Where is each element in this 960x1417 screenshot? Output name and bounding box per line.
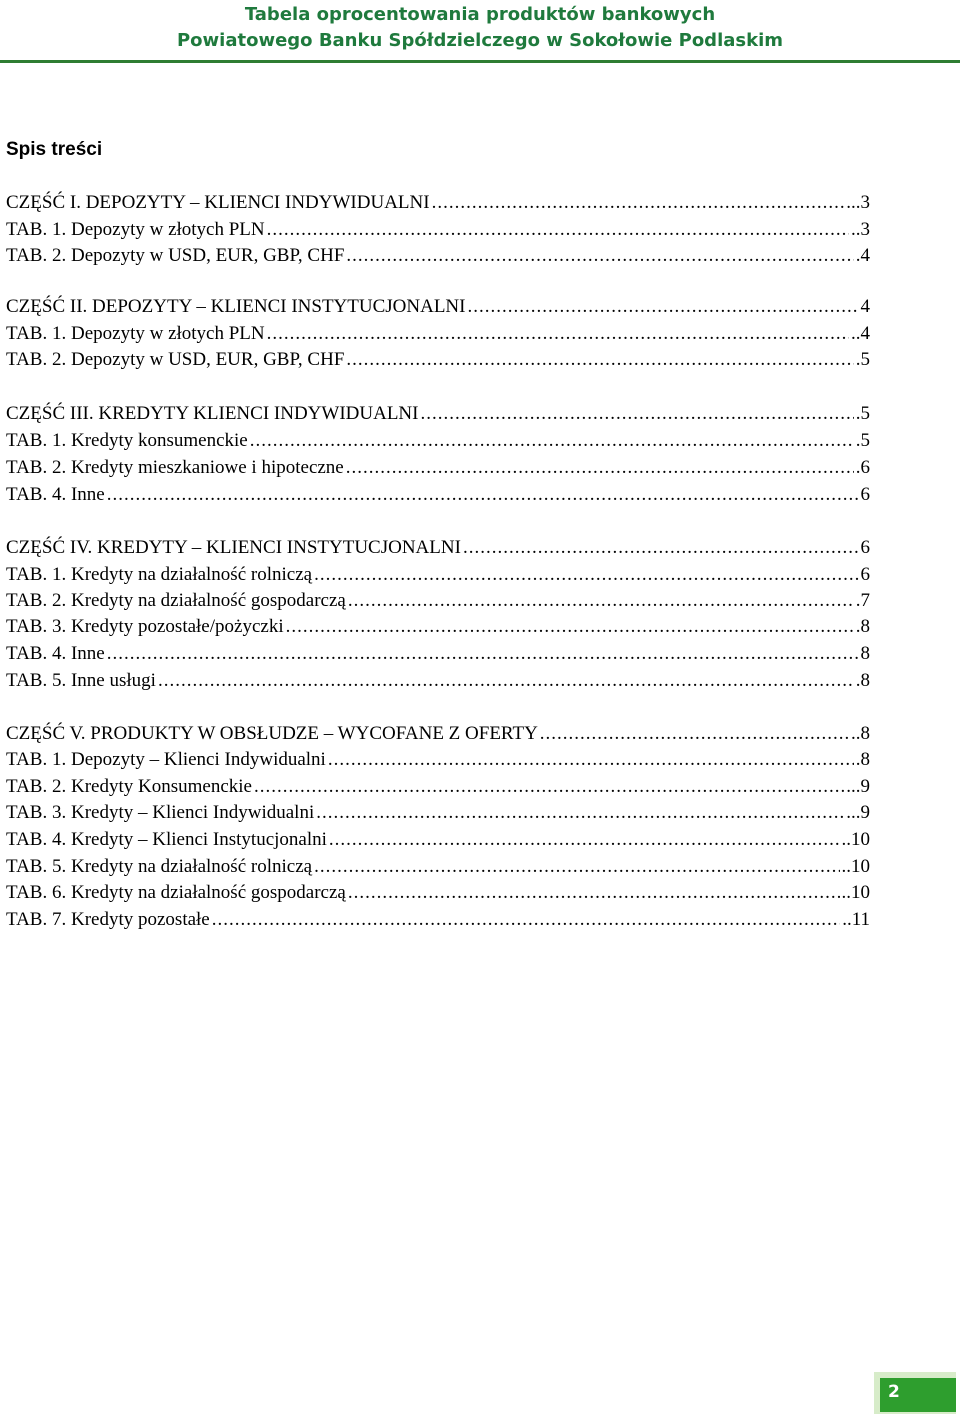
toc-entry-page: ..10 xyxy=(841,829,870,850)
toc-entry[interactable] xyxy=(6,829,870,851)
toc-entry-label: TAB. 3. Kredyty – Klienci Indywidualni xyxy=(6,802,315,823)
page-number-badge xyxy=(874,1372,956,1414)
toc-entry-page: 8 xyxy=(860,643,870,664)
toc-entry-label: CZĘŚĆ I. DEPOZYTY – KLIENCI INDYWIDUALNI xyxy=(6,192,430,213)
toc-leader xyxy=(348,590,854,612)
toc-entry-label: TAB. 4. Inne xyxy=(6,643,105,664)
toc-entry[interactable] xyxy=(6,776,870,798)
toc-entry[interactable] xyxy=(6,590,870,612)
toc-entry[interactable] xyxy=(6,882,870,904)
toc-entry[interactable] xyxy=(6,430,870,452)
toc-entry-page: .8 xyxy=(855,670,870,691)
toc-entry-page: ..10 xyxy=(841,856,870,877)
toc-entry[interactable] xyxy=(6,670,870,692)
toc-leader xyxy=(463,537,859,559)
toc-leader xyxy=(267,219,849,241)
toc-entry-page: ..3 xyxy=(851,219,870,240)
toc-entry-page: ...3 xyxy=(846,192,870,213)
toc-leader xyxy=(346,245,853,267)
toc-leader xyxy=(212,909,840,931)
toc-entry[interactable] xyxy=(6,749,870,771)
toc-leader xyxy=(348,882,840,904)
toc-leader xyxy=(107,484,859,506)
toc-entry-label: TAB. 2. Kredyty na działalność gospodarczą xyxy=(6,590,346,611)
toc-entry[interactable] xyxy=(6,537,870,559)
toc-title: Spis treści xyxy=(6,139,103,160)
toc-entry-page: ..11 xyxy=(842,909,870,930)
toc-entry-label: TAB. 5. Inne usługi xyxy=(6,670,156,691)
toc-entry[interactable] xyxy=(6,723,870,745)
toc-leader xyxy=(540,723,849,745)
toc-entry-label: TAB. 1. Depozyty w złotych PLN xyxy=(6,219,265,240)
toc-entry-label: TAB. 3. Kredyty pozostałe/pożyczki xyxy=(6,616,284,637)
toc-leader xyxy=(314,856,839,878)
toc-entry-label: TAB. 1. Kredyty na działalność rolniczą xyxy=(6,564,313,585)
toc-entry-page: .5 xyxy=(855,403,870,424)
toc-leader xyxy=(346,349,853,371)
toc-entry-page: .8 xyxy=(855,749,870,770)
toc-entry-label: TAB. 2. Kredyty mieszkaniowe i hipoteczne xyxy=(6,457,344,478)
toc-entry[interactable] xyxy=(6,403,870,425)
toc-leader xyxy=(316,802,844,824)
toc-entry-label: CZĘŚĆ V. PRODUKTY W OBSŁUDZE – WYCOFANE Z OFERTY xyxy=(6,723,538,744)
toc-entry-label: TAB. 7. Kredyty pozostałe xyxy=(6,909,210,930)
toc-entry-page: .6 xyxy=(855,457,870,478)
toc-leader xyxy=(420,403,853,425)
toc-entry-label: TAB. 4. Kredyty – Klienci Instytucjonalni xyxy=(6,829,327,850)
toc-leader xyxy=(158,670,854,692)
toc-entry-label: TAB. 1. Depozyty w złotych PLN xyxy=(6,323,265,344)
toc-entry-label: TAB. 6. Kredyty na działalność gospodarczą xyxy=(6,882,346,903)
toc-entry-label: TAB. 1. Kredyty konsumenckie xyxy=(6,430,248,451)
toc-entry[interactable] xyxy=(6,192,870,214)
toc-entry[interactable] xyxy=(6,219,870,241)
toc-entry-page: .4 xyxy=(855,245,870,266)
page-number: 2 xyxy=(888,1382,900,1402)
toc-entry-label: TAB. 4. Inne xyxy=(6,484,105,505)
toc-leader xyxy=(314,564,858,586)
toc-leader xyxy=(432,192,845,214)
toc-entry-page: ...9 xyxy=(846,802,870,823)
toc-entry[interactable] xyxy=(6,564,870,586)
toc-leader xyxy=(267,323,849,345)
toc-leader xyxy=(329,829,840,851)
toc-leader xyxy=(254,776,844,798)
toc-leader xyxy=(107,643,859,665)
toc-entry[interactable] xyxy=(6,349,870,371)
header-divider xyxy=(0,60,960,63)
toc-entry-label: TAB. 2. Depozyty w USD, EUR, GBP, CHF xyxy=(6,349,345,370)
toc-entry[interactable] xyxy=(6,457,870,479)
toc-entry[interactable] xyxy=(6,616,870,638)
toc-entry-label: CZĘŚĆ III. KREDYTY KLIENCI INDYWIDUALNI xyxy=(6,403,419,424)
toc-entry-page: 6 xyxy=(860,484,870,505)
toc-entry-page: 6 xyxy=(860,537,870,558)
toc-entry-page: .5 xyxy=(855,430,870,451)
toc-leader xyxy=(250,430,854,452)
toc-leader xyxy=(328,749,854,771)
toc-entry-label: CZĘŚĆ II. DEPOZYTY – KLIENCI INSTYTUCJONALNI xyxy=(6,296,466,317)
header-title-line1: Tabela oprocentowania produktów bankowych xyxy=(244,4,716,25)
toc-entry[interactable] xyxy=(6,909,870,931)
toc-entry[interactable] xyxy=(6,484,870,506)
header-title-line2: Powiatowego Banku Spółdzielczego w Sokołowie Podlaskim xyxy=(176,30,783,51)
toc-entry-page: ..8 xyxy=(851,723,870,744)
toc-entry-page: ..4 xyxy=(851,323,870,344)
toc-entry[interactable] xyxy=(6,802,870,824)
toc-entry-page: 4 xyxy=(860,296,870,317)
toc-entry-page: .7 xyxy=(855,590,870,611)
page-number-box xyxy=(880,1378,956,1412)
toc-entry-label: TAB. 2. Depozyty w USD, EUR, GBP, CHF xyxy=(6,245,345,266)
toc-entry-page: ..10 xyxy=(841,882,870,903)
toc-entry-label: TAB. 1. Depozyty – Klienci Indywidualni xyxy=(6,749,326,770)
toc-entry[interactable] xyxy=(6,856,870,878)
toc-entry-page: .5 xyxy=(855,349,870,370)
toc-leader xyxy=(286,616,854,638)
toc-entry-label: CZĘŚĆ IV. KREDYTY – KLIENCI INSTYTUCJONALNI xyxy=(6,537,461,558)
toc-entry[interactable] xyxy=(6,296,870,318)
toc-entry[interactable] xyxy=(6,245,870,267)
toc-entry[interactable] xyxy=(6,643,870,665)
toc-leader xyxy=(346,457,854,479)
toc-entry-page: .8 xyxy=(855,616,870,637)
toc-entry-page: 6 xyxy=(860,564,870,585)
toc-entry-page: ...9 xyxy=(846,776,870,797)
toc-leader xyxy=(467,296,858,318)
toc-entry-label: TAB. 5. Kredyty na działalność rolniczą xyxy=(6,856,313,877)
toc-entry[interactable] xyxy=(6,323,870,345)
toc-entry-label: TAB. 2. Kredyty Konsumenckie xyxy=(6,776,252,797)
